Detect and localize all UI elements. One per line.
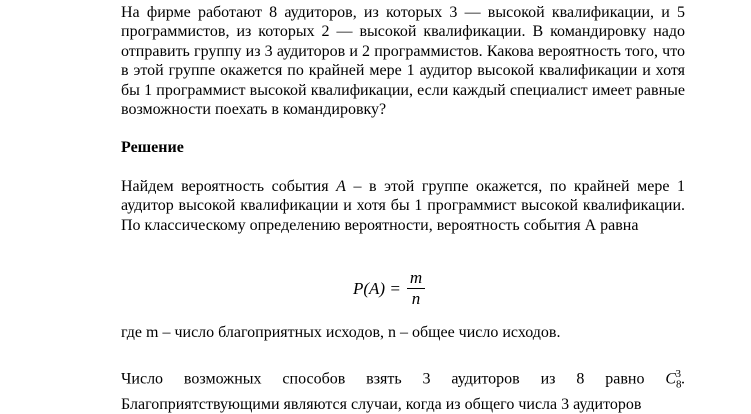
solution-paragraph xyxy=(121,177,685,235)
event-variable: A xyxy=(336,178,346,195)
combination-n: 8 xyxy=(676,378,682,391)
text: . Благоприятствующими являются случаи, когда из общего числа 3 аудиторов xyxy=(121,370,685,413)
probability-formula xyxy=(353,268,425,309)
combinations-paragraph xyxy=(121,365,685,414)
text: – в этой группе окажется, по крайней мере 1 аудитор высокой квалификации и хотя бы 1 программист высокой квалификации. По классическому определению вероятности, вероятность события А равна xyxy=(121,178,686,234)
combination-k: 3 xyxy=(675,368,681,380)
text: Найдем вероятность события xyxy=(121,178,337,195)
solution-heading: Решение xyxy=(121,139,184,156)
problem-statement: На фирме работают 8 аудиторов, из которых 3 — высокой квалификации, и 5 программистов, из которых 2 — высокой квалификации. В командировку надо отправить группу из 3 аудиторов и 2 программистов. Какова вероятность того, что в этой группе окажется по крайней мере 1 аудитор высокой квалификации и хотя бы 1 программист высокой квалификации, если каждый специалист имеет равные возможности поехать в командировку? xyxy=(121,4,685,119)
combination-symbol: C xyxy=(665,370,676,388)
formula-lhs: P(A) = xyxy=(353,278,401,298)
text: Число возможных способов взять 3 аудиторов из 8 равно xyxy=(121,370,666,388)
definition-paragraph: где m – число благоприятных исходов, n – общее число исходов. xyxy=(121,324,561,341)
numerator: m xyxy=(407,268,425,289)
denominator: n xyxy=(411,289,421,308)
fraction xyxy=(407,268,425,309)
